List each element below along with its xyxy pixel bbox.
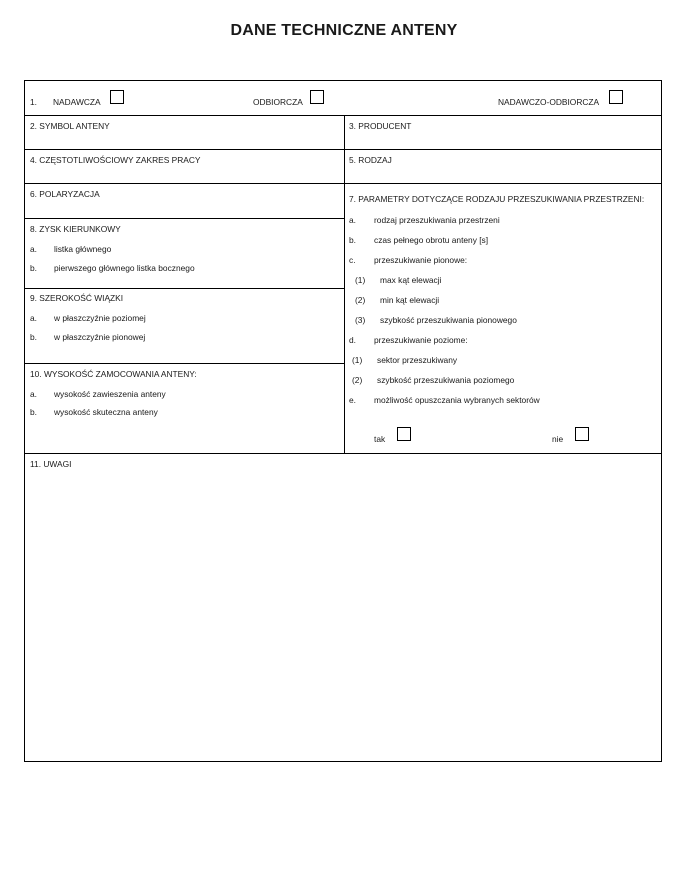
- section8-label: 8. ZYSK KIERUNKOWY: [30, 224, 121, 234]
- divider: [25, 453, 661, 454]
- section9-item-a-text: w płaszczyźnie poziomej: [54, 313, 146, 323]
- section7-item-a-marker: a.: [349, 215, 356, 225]
- section7-item-b-marker: b.: [349, 235, 356, 245]
- section3-label: 3. PRODUCENT: [349, 121, 412, 131]
- section7-item-a-text: rodzaj przeszukiwania przestrzeni: [374, 215, 500, 225]
- nie-label: nie: [552, 434, 564, 444]
- section10-item-b-text: wysokość skuteczna anteny: [54, 407, 158, 417]
- section7-item-c3-text: szybkość przeszukiwania pionowego: [380, 315, 517, 325]
- odbiorcza-label: ODBIORCZA: [253, 97, 303, 107]
- divider: [25, 363, 344, 364]
- nadawczo-odbiorcza-checkbox[interactable]: [609, 90, 623, 104]
- nadawcza-label: NADAWCZA: [53, 97, 101, 107]
- section7-item-c-marker: c.: [349, 255, 356, 265]
- section7-item-d-marker: d.: [349, 335, 356, 345]
- nie-checkbox[interactable]: [575, 427, 589, 441]
- divider: [25, 149, 661, 150]
- section5-label: 5. RODZAJ: [349, 155, 392, 165]
- section9-label: 9. SZEROKOŚĆ WIĄZKI: [30, 293, 124, 303]
- section7-item-d1-text: sektor przeszukiwany: [377, 355, 458, 365]
- section7-item-d-text: przeszukiwanie poziome:: [374, 335, 468, 345]
- section7-item-c1-marker: (1): [355, 275, 366, 285]
- section8-item-a-text: listka głównego: [54, 244, 112, 254]
- section7-item-e-marker: e.: [349, 395, 356, 405]
- divider: [25, 115, 661, 116]
- section9-item-b-text: w płaszczyźnie pionowej: [54, 332, 146, 342]
- section6-label: 6. POLARYZACJA: [30, 189, 100, 199]
- section10-item-b-marker: b.: [30, 407, 37, 417]
- divider: [25, 288, 344, 289]
- section8-item-b-text: pierwszego głównego listka bocznego: [54, 263, 195, 273]
- section7-item-c2-text: min kąt elewacji: [380, 295, 440, 305]
- section7-item-c3-marker: (3): [355, 315, 366, 325]
- section8-item-a-marker: a.: [30, 244, 37, 254]
- section2-label: 2. SYMBOL ANTENY: [30, 121, 110, 131]
- section1-number: 1.: [30, 97, 37, 107]
- odbiorcza-checkbox[interactable]: [310, 90, 324, 104]
- section7-item-c-text: przeszukiwanie pionowe:: [374, 255, 468, 265]
- section7-item-c2-marker: (2): [355, 295, 366, 305]
- section9-item-b-marker: b.: [30, 332, 37, 342]
- divider: [25, 218, 344, 219]
- section7-item-c1-text: max kąt elewacji: [380, 275, 442, 285]
- divider: [25, 183, 661, 184]
- nadawczo-odbiorcza-label: NADAWCZO-ODBIORCZA: [498, 97, 600, 107]
- tak-label: tak: [374, 434, 386, 444]
- page-title: DANE TECHNICZNE ANTENY: [230, 22, 458, 39]
- section7-item-d1-marker: (1): [352, 355, 363, 365]
- section9-item-a-marker: a.: [30, 313, 37, 323]
- section7-item-e-text: możliwość opuszczania wybranych sektorów: [374, 395, 540, 405]
- section11-label: 11. UWAGI: [30, 459, 72, 469]
- uwagi-text-area[interactable]: [27, 473, 659, 759]
- section7-label: 7. PARAMETRY DOTYCZĄCE RODZAJU PRZESZUKIWANIA PRZESTRZENI:: [349, 194, 645, 204]
- section7-item-d2-text: szybkość przeszukiwania poziomego: [377, 375, 515, 385]
- antenna-form: [24, 80, 662, 762]
- section10-item-a-text: wysokość zawieszenia anteny: [54, 389, 166, 399]
- section4-label: 4. CZĘSTOTLIWOŚCIOWY ZAKRES PRACY: [30, 155, 201, 165]
- tak-checkbox[interactable]: [397, 427, 411, 441]
- section8-item-b-marker: b.: [30, 263, 37, 273]
- nadawcza-checkbox[interactable]: [110, 90, 124, 104]
- section7-item-b-text: czas pełnego obrotu anteny [s]: [374, 235, 489, 245]
- section10-item-a-marker: a.: [30, 389, 37, 399]
- column-divider: [344, 115, 345, 453]
- section10-label: 10. WYSOKOŚĆ ZAMOCOWANIA ANTENY:: [30, 369, 197, 379]
- section7-item-d2-marker: (2): [352, 375, 363, 385]
